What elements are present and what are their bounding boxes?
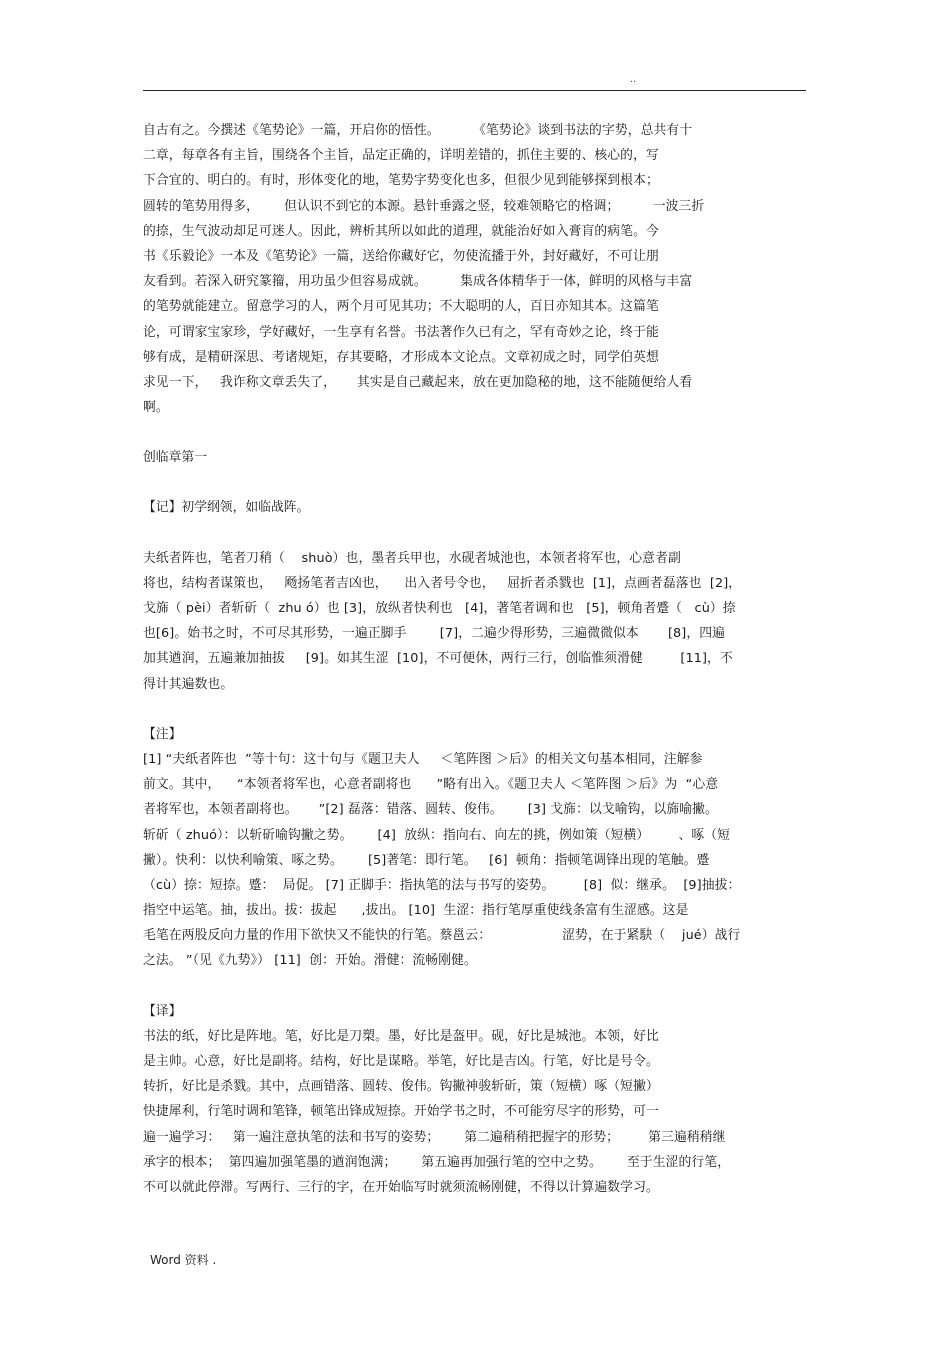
main-text-line: 戈旆（ pèi）者斩斫（ zhu ó）也 [3]，放纵者快利也 [4]，著笔者调和也 [5]，顿角者蹙（ cù）捺 <box>143 601 736 616</box>
header-mark: .. <box>630 74 637 85</box>
intro-line: 求见一下， 我诈称文章丢失了， 其实是自己藏起来，放在更加隐秘的地，这不能随便给人看 <box>143 374 693 390</box>
note-line: 撇）。快利：以快利喻策、啄之势。 [5]著笔：即行笔。 [6] 顿角：指顿笔调锋出现的笔触。蹙 <box>143 852 710 868</box>
chapter-title: 创临章第一 <box>143 450 207 466</box>
note-line: 者将军也，本领者副将也。 ”[2] 磊落：错落、圆转、俊伟。 [3] 戈旆：以戈喻钩，以旆喻撇。 <box>143 802 718 818</box>
intro-line: 二章，每章各有主旨，围绕各个主旨，品定正确的，详明差错的，抓住主要的、核心的，写 <box>143 148 659 164</box>
intro-line: 论，可谓家宝家珍，学好藏好，一生享有名誉。书法著作久已有之，罕有奇妙之论，终于能 <box>143 324 659 340</box>
translation-line: 书法的纸，好比是阵地。笔，好比是刀槊。墨，好比是盔甲。砚，好比是城池。本领，好比 <box>143 1028 659 1044</box>
page-footer: Word 资料 . <box>150 1253 217 1267</box>
translation-line: 转折，好比是杀戮。其中，点画错落、圆转、俊伟。钩撇神骏斩斫，策（短横）啄（短撇） <box>143 1079 659 1095</box>
note-line: 毛笔在两股反向力量的作用下欲快又不能快的行笔。蔡邕云： 涩势，在于紧駃（ jué）战行 <box>143 928 741 944</box>
notes-label: 【注】 <box>143 726 182 742</box>
translation-line: 快捷犀利，行笔时调和笔锋，顿笔出锋成短捺。开始学书之时，不可能穷尽字的形势，可一 <box>143 1104 659 1120</box>
intro-line: 够有成，是精研深思、考诸规矩，存其要略，才形成本文论点。文章初成之时，同学伯英想 <box>143 349 659 365</box>
translation-line: 是主帅。心意，好比是副将。结构，好比是谋略。举笔，好比是吉凶。行笔，好比是号令。 <box>143 1054 659 1069</box>
note-line: 前文。其中， “本领者将军也，心意者副将也 ”略有出入。《题卫夫人 ＜笔阵图 ＞后》为 “心意 <box>143 777 719 793</box>
translation-section <box>143 1024 823 1200</box>
note-line: （cù）捺：短捺。蹙： 局促。 [7] 正脚手：指执笔的法与书写的姿势。 [8] 似：继承。 [9]抽拔： <box>143 877 741 893</box>
intro-line: 书《乐毅论》一本及《笔势论》一篇，送给你藏好它，勿使流播于外，封好藏好，不可让朋 <box>143 248 659 264</box>
note-line: 指空中运笔。抽，拔出。拔：拔起 ,拔出。 [10] 生涩：指行笔厚重使线条富有生涩感。这是 <box>143 903 689 919</box>
note-line: 之法。 ”（见《九势》） [11] 创：开始。滑健：流畅刚健。 <box>143 953 477 969</box>
intro-line: 的捺，生气波动却足可迷人。因此，辨析其所以如此的道理，就能治好如入膏肓的病笔。今 <box>143 223 659 239</box>
main-text-line: 得计其遍数也。 <box>143 676 234 692</box>
note-line: 斩斫（ zhuó）：以斩斫喻钩撇之势。 [4] 放纵：指向右、向左的挑，例如策（短横） 、啄（短 <box>143 827 731 843</box>
ji-label: 【记】初学纲领，如临战阵。 <box>143 500 310 516</box>
translation-line: 遍一遍学习： 第一遍注意执笔的法和书写的姿势； 第二遍稍稍把握字的形势； 第三遍稍稍继 <box>143 1129 726 1145</box>
intro-paragraph <box>143 118 823 420</box>
header-rule <box>143 90 806 91</box>
main-text <box>143 546 823 697</box>
translation-line: 承字的根本； 第四遍加强笔墨的遒润饱满； 第五遍再加强行笔的空中之势。 至于生涩的行笔， <box>143 1154 731 1170</box>
intro-line: 啊。 <box>143 400 169 416</box>
main-text-line: 加其遒润，五遍兼加抽拔 [9]。如其生涩 [10]，不可便休，两行三行，创临惟须滑健 [11]，不 <box>143 651 733 667</box>
translation-label: 【译】 <box>143 1003 182 1019</box>
translation-line: 不可以就此停滞。写两行、三行的字，在开始临写时就须流畅刚健，不得以计算遍数学习。 <box>143 1179 659 1195</box>
intro-line: 自古有之。今撰述《笔势论》一篇，开启你的悟性。 《笔势论》谈到书法的字势，总共有十 <box>143 123 693 138</box>
intro-line: 圆转的笔势用得多， 但认识不到它的本源。悬针垂露之竖，较难领略它的格调； 一波三折 <box>143 198 705 214</box>
main-text-line: 也[6]。始书之时，不可尽其形势，一遍正脚手 [7]，二遍少得形势，三遍微微似本 [8]，四遍 <box>143 626 726 642</box>
main-text-line: 夫纸者阵也，笔者刀稍（ shuò）也，墨者兵甲也，水砚者城池也，本领者将军也，心意者副 <box>143 550 681 566</box>
intro-line: 的笔势就能建立。留意学习的人，两个月可见其功；不大聪明的人，百日亦知其本。这篇笔 <box>143 299 659 315</box>
intro-line: 下合宜的、明白的。有时，形体变化的地，笔势字势变化也多，但很少见到能够探到根本； <box>143 173 659 189</box>
intro-line: 友看到。若深入研究篆籀，用功虽少但容易成就。 集成各体精华于一体，鲜明的风格与丰富 <box>143 274 693 290</box>
document-body <box>143 118 823 1200</box>
note-line: [1] “夫纸者阵也 ”等十句：这十句与《题卫夫人 ＜笔阵图 ＞后》的相关文句基本相同，注解参 <box>143 751 703 767</box>
main-text-line: 将也，结构者谋策也， 飏扬笔者吉凶也， 出入者号令也， 屈折者杀戮也 [1]，点画者磊落也 [2]， <box>143 575 742 591</box>
notes-section <box>143 747 823 974</box>
